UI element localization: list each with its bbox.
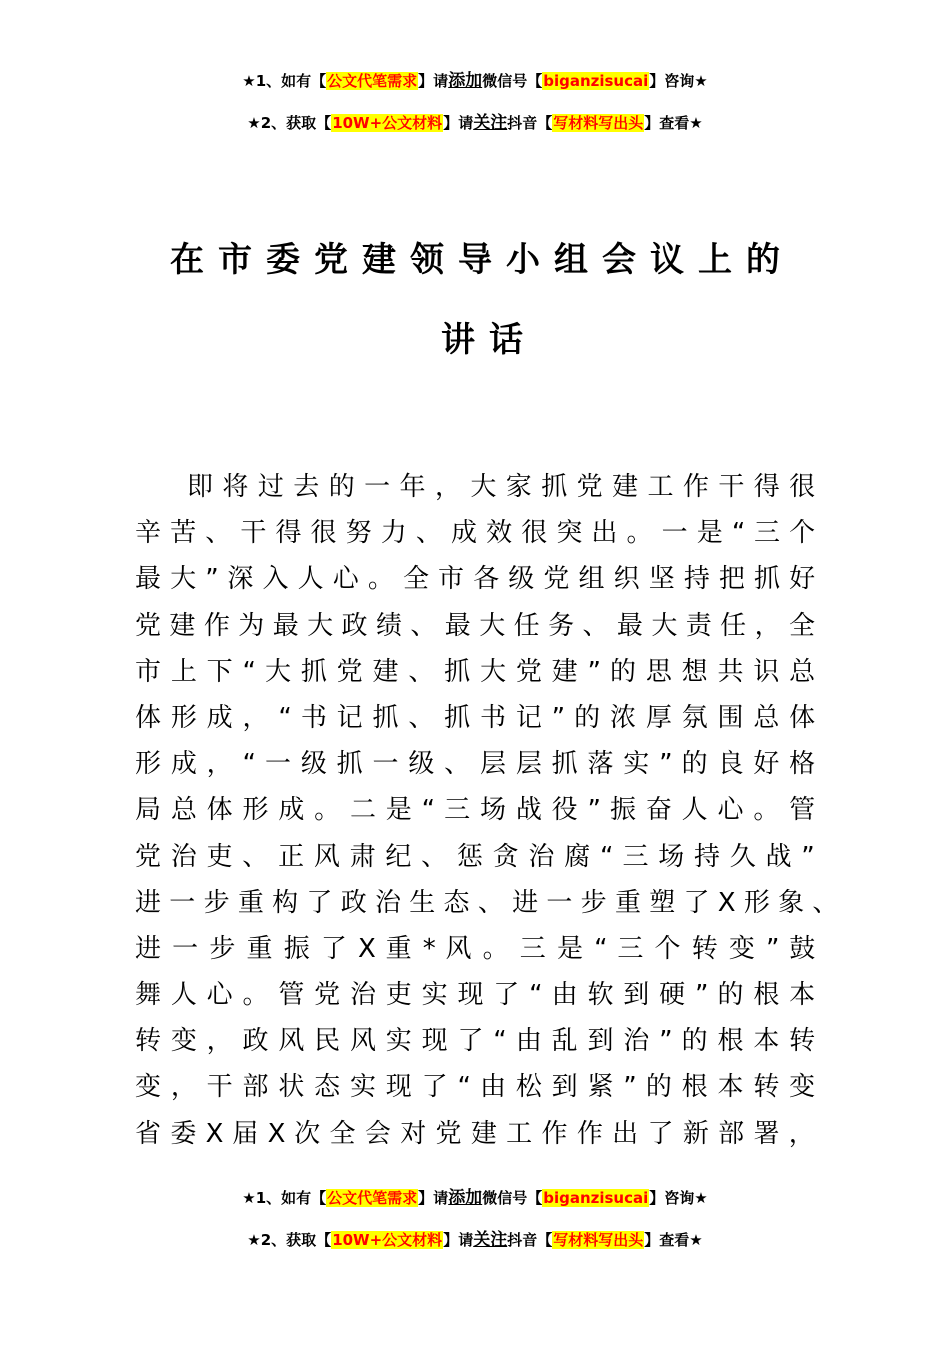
ad-suffix: 】咨询★ [649, 72, 708, 90]
body-line: 省 委 X 届 X 次 全 会 对 党 建 工 作 作 出 了 新 部 署 ， [135, 1118, 815, 1149]
body-line: 转 变 ， 政 风 民 风 实 现 了 “ 由 乱 到 治 ” 的 根 本 转 [135, 1026, 816, 1057]
body-line: 体 形 成 ， “ 书 记 抓 、 抓 书 记 ” 的 浓 厚 氛 围 总 体 [135, 702, 816, 733]
ad-highlight-douyin-id: 写材料写出头 [553, 1231, 644, 1249]
body-line: 辛 苦 、 干 得 很 努 力 、 成 效 很 突 出 。 一 是 “ 三 个 [135, 518, 816, 549]
ad-prefix: ★2、获取【 [247, 1231, 332, 1249]
ad-prefix: ★1、如有【 [242, 72, 327, 90]
ad-underlined-word: 添加 [448, 1188, 483, 1208]
body-line: 进 一 步 重 构 了 政 治 生 态 、 进 一 步 重 塑 了 X 形 象 、 [135, 887, 839, 918]
ad-highlight-service: 公文代笔需求 [327, 72, 418, 90]
body-line: 变 ， 干 部 状 态 实 现 了 “ 由 松 到 紧 ” 的 根 本 转 变 [135, 1072, 816, 1103]
ad-middle: 抖音【 [507, 114, 553, 132]
document-title-line-1: 在市委党建领导小组会议上的 [170, 240, 794, 280]
top-ad-line-2 [0, 112, 950, 134]
body-line: 形 成 ， “ 一 级 抓 一 级 、 层 层 抓 落 实 ” 的 良 好 格 [135, 749, 816, 780]
ad-suffix: 】查看★ [644, 114, 703, 132]
ad-suffix: 】咨询★ [649, 1189, 708, 1207]
ad-highlight-materials: 10W+公文材料 [332, 114, 443, 132]
ad-middle: 】请 [418, 72, 449, 90]
body-line: 最 大 ” 深 入 人 心 。 全 市 各 级 党 组 织 坚 持 把 抓 好 [135, 564, 816, 595]
ad-middle: 微信号【 [482, 1189, 543, 1207]
ad-middle: 】请 [443, 1231, 474, 1249]
ad-underlined-word: 添加 [448, 71, 483, 91]
ad-highlight-service: 公文代笔需求 [327, 1189, 418, 1207]
bottom-ad-line-2 [0, 1229, 950, 1251]
ad-prefix: ★1、如有【 [242, 1189, 327, 1207]
document-title-line-2: 讲话 [441, 320, 537, 360]
ad-middle: 抖音【 [507, 1231, 553, 1249]
body-line: 即 将 过 去 的 一 年 ， 大 家 抓 党 建 工 作 干 得 很 [187, 472, 816, 502]
top-ad-line-1 [0, 70, 950, 92]
body-line: 党 建 作 为 最 大 政 绩 、 最 大 任 务 、 最 大 责 任 ， 全 [135, 610, 816, 641]
ad-underlined-word: 关注 [473, 113, 508, 133]
ad-highlight-wechat-id: biganzisucai [543, 1189, 649, 1207]
ad-suffix: 】查看★ [644, 1231, 703, 1249]
ad-highlight-wechat-id: biganzisucai [543, 72, 649, 90]
body-line: 市 上 下 “ 大 抓 党 建 、 抓 大 党 建 ” 的 思 想 共 识 总 [135, 656, 816, 687]
ad-highlight-douyin-id: 写材料写出头 [553, 114, 644, 132]
ad-middle: 】请 [418, 1189, 449, 1207]
ad-middle: 微信号【 [482, 72, 543, 90]
ad-prefix: ★2、获取【 [247, 114, 332, 132]
ad-middle: 】请 [443, 114, 474, 132]
bottom-ad-line-1 [0, 1187, 950, 1209]
ad-highlight-materials: 10W+公文材料 [332, 1231, 443, 1249]
document-body [135, 464, 839, 1157]
body-line: 进 一 步 重 振 了 X 重 * 风 。 三 是 “ 三 个 转 变 ” 鼓 [135, 933, 816, 964]
body-line: 舞 人 心 。 管 党 治 吏 实 现 了 “ 由 软 到 硬 ” 的 根 本 [135, 980, 816, 1011]
body-line: 局 总 体 形 成 。 二 是 “ 三 场 战 役 ” 振 奋 人 心 。 管 [135, 795, 816, 826]
body-line: 党 治 吏 、 正 风 肃 纪 、 惩 贪 治 腐 “ 三 场 持 久 战 ” [135, 841, 815, 872]
ad-underlined-word: 关注 [473, 1230, 508, 1250]
